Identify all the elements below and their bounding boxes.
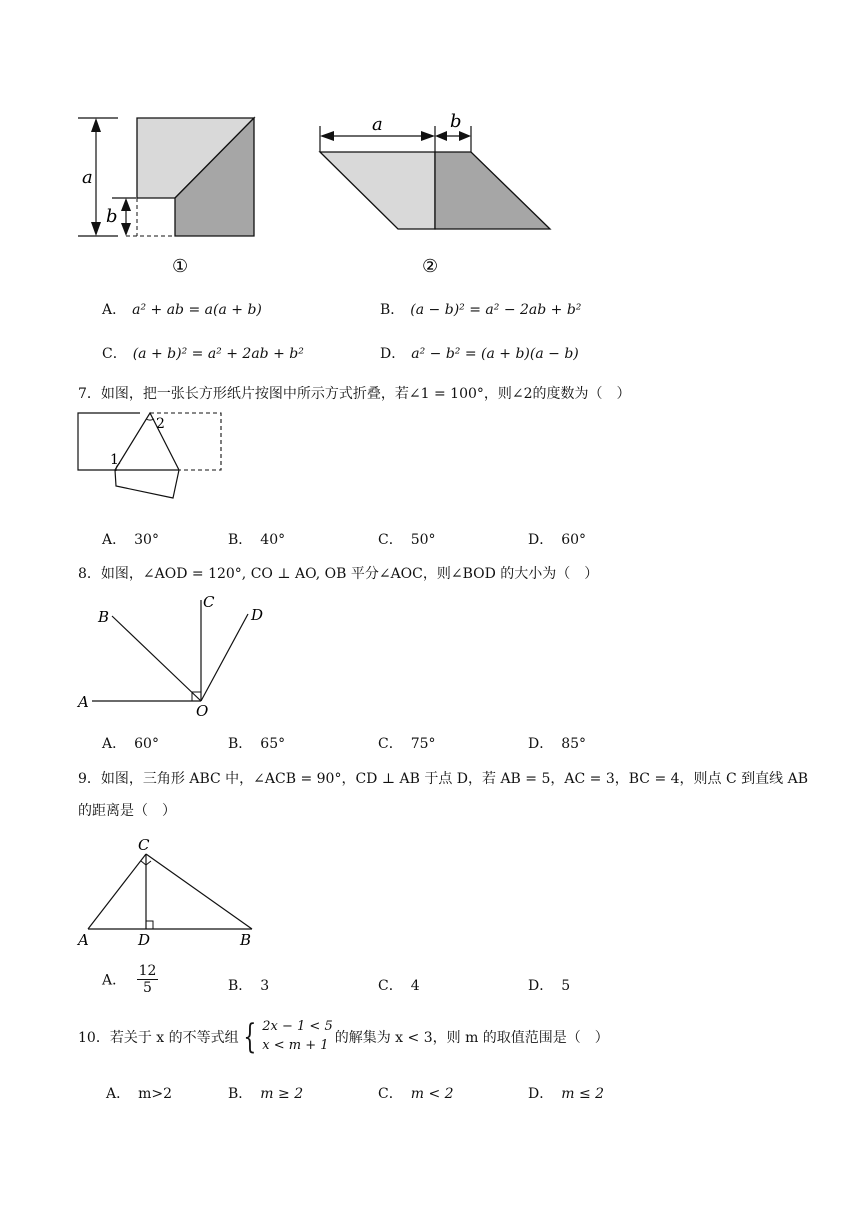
- option-text: 30°: [134, 532, 159, 548]
- q9-option-a[interactable]: [102, 963, 158, 996]
- option-text: (a − b)² = a² − 2ab + b²: [410, 302, 582, 318]
- q9-point-c: C: [138, 836, 150, 854]
- option-letter: C．: [378, 1086, 403, 1102]
- option-letter: A．: [102, 302, 127, 318]
- q6-fig2-caption: ②: [422, 256, 439, 277]
- q8-point-b: B: [98, 608, 110, 626]
- option-text: 3: [260, 978, 270, 994]
- q7-figure: [70, 405, 235, 505]
- q6-label-a: a: [82, 167, 93, 188]
- option-text: m ≤ 2: [561, 1086, 605, 1102]
- q6-fig1-caption: ①: [172, 256, 189, 277]
- fraction-numerator: 12: [138, 963, 157, 979]
- q9-option-c[interactable]: [378, 975, 420, 995]
- q9-stem-line2: 的距离是（ ）: [78, 803, 176, 819]
- option-text: 85°: [561, 736, 587, 752]
- option-letter: D．: [528, 1086, 554, 1102]
- option-letter: B．: [380, 302, 405, 318]
- option-letter: C．: [102, 346, 127, 362]
- q7-option-b[interactable]: [228, 529, 285, 549]
- q10-option-d[interactable]: [528, 1083, 604, 1103]
- option-text: 50°: [410, 532, 436, 548]
- q10-option-a[interactable]: [106, 1083, 172, 1103]
- option-text: 5: [561, 978, 571, 994]
- inequality-system: [262, 1018, 332, 1056]
- option-letter: D．: [528, 978, 554, 994]
- q6-fig2-label-a: a: [372, 114, 383, 135]
- option-fraction: [137, 963, 159, 996]
- option-letter: A．: [106, 1086, 131, 1102]
- q6-fig2-label-b: b: [450, 111, 462, 132]
- q6-option-d[interactable]: [380, 343, 579, 363]
- q8-point-a: A: [78, 693, 89, 711]
- q10-option-c[interactable]: [378, 1083, 454, 1103]
- q8-figure: [70, 588, 280, 723]
- option-letter: D．: [380, 346, 406, 362]
- q10-option-b[interactable]: [228, 1083, 303, 1103]
- q6-option-a[interactable]: [102, 299, 262, 319]
- option-text: m>2: [138, 1086, 173, 1102]
- q8-stem: 8．如图，∠AOD = 120°, CO ⊥ AO, OB 平分∠AOC，则∠BOD 的大小为（ ）: [78, 566, 599, 582]
- option-letter: C．: [378, 532, 403, 548]
- q8-point-c: C: [203, 593, 215, 611]
- option-letter: B．: [228, 1086, 253, 1102]
- q7-option-a[interactable]: [102, 529, 159, 549]
- option-letter: A．: [102, 972, 127, 989]
- q8-option-d[interactable]: [528, 733, 586, 753]
- q6-label-b: b: [106, 206, 118, 227]
- q9-stem-line1: 9．如图，三角形 ABC 中，∠ACB = 90°，CD ⊥ AB 于点 D，若 AB = 5，AC = 3，BC = 4，则点 C 到直线 AB: [78, 771, 808, 787]
- q6-figure-1: [0, 0, 300, 290]
- option-letter: D．: [528, 532, 554, 548]
- q6-figure-2: [300, 0, 570, 290]
- inequality-1: 2x − 1 < 5: [262, 1019, 333, 1034]
- option-text: a² + ab = a(a + b): [132, 302, 262, 318]
- q9-figure: [70, 830, 270, 955]
- option-text: 65°: [260, 736, 286, 752]
- option-letter: D．: [528, 736, 554, 752]
- q8-option-c[interactable]: [378, 733, 436, 753]
- option-letter: C．: [378, 978, 403, 994]
- option-text: 4: [410, 978, 420, 994]
- q10-stem: [78, 1018, 609, 1056]
- inequality-2: x < m + 1: [262, 1037, 329, 1053]
- fraction-denominator: 5: [143, 980, 152, 997]
- option-letter: A．: [102, 736, 127, 752]
- option-text: m < 2: [410, 1086, 454, 1102]
- q7-angle-2-label: 2: [156, 416, 165, 432]
- option-text: 60°: [134, 736, 159, 752]
- q7-angle-1-label: 1: [110, 452, 119, 468]
- q9-point-a: A: [78, 931, 89, 949]
- q10-stem-prefix: 10．若关于 x 的不等式组: [78, 1029, 239, 1046]
- brace-icon: {: [242, 1016, 256, 1057]
- q7-option-d[interactable]: [528, 529, 586, 549]
- q9-point-d: D: [138, 931, 151, 949]
- q8-option-a[interactable]: [102, 733, 159, 753]
- option-letter: B．: [228, 532, 253, 548]
- option-text: 40°: [260, 532, 286, 548]
- q9-option-d[interactable]: [528, 975, 570, 995]
- q8-option-b[interactable]: [228, 733, 285, 753]
- option-letter: A．: [102, 532, 127, 548]
- q9-point-b: B: [240, 931, 252, 949]
- option-text: 75°: [410, 736, 436, 752]
- q7-option-c[interactable]: [378, 529, 436, 549]
- option-text: 60°: [561, 532, 587, 548]
- option-text: m ≥ 2: [260, 1086, 304, 1102]
- q8-point-d: D: [251, 606, 264, 624]
- q8-point-o: O: [196, 702, 209, 720]
- q10-stem-suffix: 的解集为 x < 3，则 m 的取值范围是（ ）: [334, 1029, 609, 1046]
- option-letter: B．: [228, 978, 253, 994]
- q6-option-b[interactable]: [380, 299, 581, 319]
- option-text: (a + b)² = a² + 2ab + b²: [132, 346, 304, 362]
- option-letter: C．: [378, 736, 403, 752]
- q6-option-c[interactable]: [102, 343, 304, 363]
- option-text: a² − b² = (a + b)(a − b): [411, 346, 579, 362]
- option-letter: B．: [228, 736, 253, 752]
- q9-option-b[interactable]: [228, 975, 269, 995]
- q7-stem: 7．如图，把一张长方形纸片按图中所示方式折叠，若∠1 = 100°，则∠2的度数为（ ）: [78, 386, 631, 402]
